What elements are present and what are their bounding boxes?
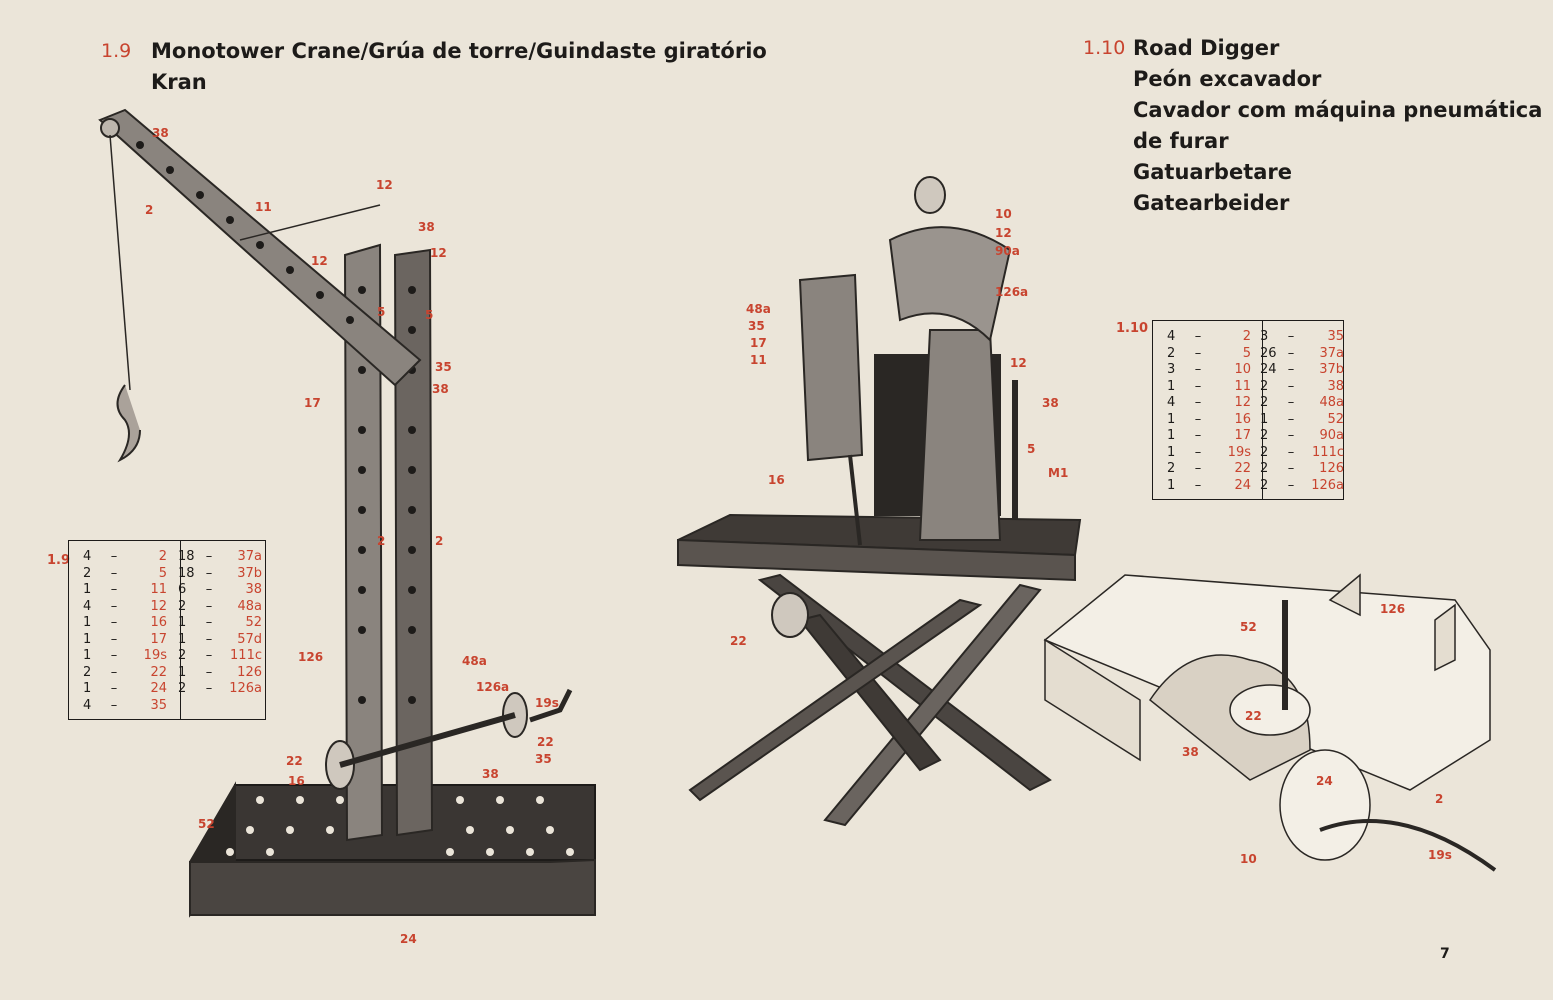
callout: 12 — [1010, 356, 1027, 370]
parts-row — [178, 566, 275, 583]
part-number: 126a — [1311, 477, 1344, 493]
dash: – — [205, 598, 213, 614]
parts-row — [83, 599, 180, 616]
callout: 12 — [430, 246, 447, 260]
callout: 2 — [1435, 792, 1444, 806]
part-quantity: 6 — [178, 582, 187, 597]
dash: – — [1194, 362, 1202, 377]
part-number: 19s — [1227, 444, 1251, 460]
part-quantity: 3 — [1167, 362, 1176, 377]
callout: 22 — [286, 754, 303, 768]
parts-column — [69, 541, 181, 719]
part-number: 57d — [237, 631, 262, 647]
model-1-9-title-line: Monotower Crane/Grúa de torre/Guindaste giratório — [151, 39, 767, 63]
part-quantity: 2 — [1167, 345, 1176, 361]
callout: 126a — [476, 680, 510, 694]
part-number: 19s — [143, 648, 167, 663]
part-quantity: 1 — [83, 681, 92, 696]
callout: 48a — [746, 302, 771, 316]
part-number: 11 — [1234, 378, 1251, 394]
part-quantity: 2 — [1260, 378, 1269, 394]
part-quantity: 2 — [178, 598, 187, 614]
parts-row — [1167, 379, 1262, 396]
model-1-10-title-line: Gatuarbetare — [1133, 160, 1293, 184]
callout: 19s — [535, 696, 559, 710]
part-quantity: 1 — [1167, 477, 1176, 493]
part-quantity: 4 — [83, 549, 92, 564]
parts-row — [83, 566, 180, 583]
part-quantity: 2 — [1260, 461, 1269, 476]
parts-row — [83, 615, 180, 632]
callout: 126 — [1380, 602, 1406, 616]
callout: 10 — [995, 207, 1012, 221]
part-quantity: 4 — [83, 598, 92, 614]
part-quantity: 1 — [83, 648, 92, 663]
callout: 17 — [750, 336, 767, 350]
part-number: 12 — [150, 598, 167, 614]
part-number: 37b — [1319, 362, 1344, 377]
parts-row — [83, 681, 180, 698]
part-number: 111c — [230, 648, 262, 663]
dash: – — [1287, 477, 1295, 493]
parts-row — [1167, 478, 1262, 495]
parts-row — [83, 648, 180, 665]
parts-row — [1167, 461, 1262, 478]
parts-row — [1260, 428, 1353, 445]
dash: – — [110, 615, 118, 630]
part-number: 126 — [1319, 461, 1344, 476]
part-quantity: 2 — [1260, 428, 1269, 443]
dash: – — [1287, 444, 1295, 460]
parts-row — [178, 582, 275, 599]
parts-row — [1260, 461, 1353, 478]
callout: 5 — [377, 305, 386, 319]
dash: – — [205, 565, 213, 581]
callout: 38 — [152, 126, 169, 140]
model-1-10-title-line: Cavador com máquina pneumática — [1133, 98, 1543, 122]
part-quantity: 2 — [83, 664, 92, 680]
parts-row — [178, 648, 275, 665]
part-number: 5 — [1242, 345, 1251, 361]
callout: 38 — [418, 220, 435, 234]
parts-row — [1260, 329, 1353, 346]
dash: – — [1194, 411, 1202, 427]
part-quantity: 1 — [1260, 411, 1269, 427]
callout: 35 — [535, 752, 552, 766]
parts-row — [83, 582, 180, 599]
callout: 12 — [995, 226, 1012, 240]
crane-illustration — [100, 110, 595, 915]
part-quantity: 2 — [1260, 444, 1269, 460]
model-1-9-title-line: Kran — [151, 70, 207, 94]
part-number: 126 — [237, 664, 262, 680]
part-quantity: 2 — [1260, 477, 1269, 493]
model-1-9-title — [101, 36, 767, 98]
part-quantity: 4 — [1167, 395, 1176, 410]
parts-row — [178, 681, 275, 698]
callout: 2 — [435, 534, 444, 548]
part-quantity: 4 — [1167, 329, 1176, 344]
model-1-10-title-line: de furar — [1133, 129, 1229, 153]
part-number: 22 — [150, 664, 167, 680]
parts-table-1-9 — [68, 540, 266, 720]
parts-row — [1167, 362, 1262, 379]
parts-row — [178, 665, 275, 682]
part-number: 35 — [1327, 329, 1344, 344]
part-number: 90a — [1319, 428, 1344, 443]
part-number: 52 — [245, 615, 262, 630]
parts-row — [83, 549, 180, 566]
callout: 12 — [376, 178, 393, 192]
callout: 22 — [730, 634, 747, 648]
parts-row — [178, 599, 275, 616]
dash: – — [110, 565, 118, 581]
part-number: 24 — [150, 681, 167, 696]
dash: – — [1287, 461, 1295, 476]
dash: – — [205, 681, 213, 696]
dash: – — [1194, 461, 1202, 476]
part-quantity: 18 — [178, 549, 195, 564]
dash: – — [1194, 477, 1202, 493]
part-number: 17 — [1234, 428, 1251, 443]
callout: 38 — [1042, 396, 1059, 410]
dash: – — [1194, 345, 1202, 361]
part-number: 16 — [1234, 411, 1251, 427]
parts-row — [1260, 478, 1353, 495]
callout: 24 — [400, 932, 417, 946]
dash: – — [1287, 329, 1295, 344]
part-number: 11 — [150, 582, 167, 597]
dash: – — [110, 664, 118, 680]
parts-row — [83, 632, 180, 649]
callout: 16 — [768, 473, 785, 487]
callout: 35 — [435, 360, 452, 374]
parts-row — [1167, 412, 1262, 429]
part-quantity: 1 — [1167, 444, 1176, 460]
detail-sketch — [1045, 575, 1495, 870]
callout: 24 — [1316, 774, 1333, 788]
part-number: 38 — [1327, 378, 1344, 394]
part-number: 2 — [158, 549, 167, 564]
part-quantity: 2 — [178, 648, 187, 663]
part-number: 48a — [1319, 395, 1344, 410]
callout: 11 — [750, 353, 767, 367]
callout: 126a — [995, 285, 1029, 299]
dash: – — [1287, 378, 1295, 394]
part-quantity: 1 — [178, 631, 187, 647]
model-1-10-title-line: Gatearbeider — [1133, 191, 1290, 215]
dash: – — [1287, 428, 1295, 443]
callout: 22 — [1245, 709, 1262, 723]
part-quantity: 4 — [83, 697, 92, 713]
callout: 5 — [425, 308, 434, 322]
model-1-10-title — [1083, 33, 1543, 219]
parts-row — [1167, 445, 1262, 462]
part-number: 37b — [237, 565, 262, 581]
part-number: 35 — [150, 697, 167, 713]
model-1-10-title-line: Road Digger — [1133, 36, 1280, 60]
callout: 38 — [1182, 745, 1199, 759]
callout: 11 — [255, 200, 272, 214]
part-number: 37a — [1319, 345, 1344, 361]
model-1-10-number: 1.10 — [1083, 37, 1126, 59]
callout: 10 — [1240, 852, 1257, 866]
part-number: 16 — [150, 615, 167, 630]
callout: 48a — [462, 654, 487, 668]
dash: – — [110, 681, 118, 696]
parts-table-1-10-tag: 1.10 — [1116, 321, 1149, 336]
part-number: 2 — [1242, 329, 1251, 344]
part-number: 10 — [1234, 362, 1251, 377]
part-quantity: 1 — [83, 582, 92, 597]
parts-row — [1167, 395, 1262, 412]
part-number: 37a — [237, 549, 262, 564]
dash: – — [1194, 395, 1202, 410]
parts-row — [1167, 346, 1262, 363]
dash: – — [1194, 444, 1202, 460]
callout: 22 — [537, 735, 554, 749]
parts-row — [1167, 329, 1262, 346]
part-number: 48a — [237, 598, 262, 614]
dash: – — [110, 598, 118, 614]
part-quantity: 1 — [83, 615, 92, 630]
dash: – — [1194, 428, 1202, 443]
part-quantity: 2 — [1260, 395, 1269, 410]
part-quantity: 18 — [178, 565, 195, 581]
parts-row — [1167, 428, 1262, 445]
dash: – — [205, 582, 213, 597]
part-quantity: 1 — [178, 615, 187, 630]
parts-row — [178, 615, 275, 632]
parts-row — [1260, 379, 1353, 396]
dash: – — [110, 549, 118, 564]
callout: 2 — [377, 534, 386, 548]
dash: – — [110, 631, 118, 647]
callout: 16 — [288, 774, 305, 788]
dash: – — [1287, 345, 1295, 361]
model-1-9-number: 1.9 — [101, 40, 132, 62]
model-1-10-title-line: Peón excavador — [1133, 67, 1322, 91]
callout: 52 — [198, 817, 215, 831]
parts-column — [1250, 321, 1353, 499]
dash: – — [1287, 395, 1295, 410]
dash: – — [205, 549, 213, 564]
part-quantity: 2 — [178, 681, 187, 696]
callout: 35 — [748, 319, 765, 333]
callout: 2 — [145, 203, 154, 217]
callout: 12 — [311, 254, 328, 268]
dash: – — [1194, 378, 1202, 394]
part-number: 126a — [229, 681, 262, 696]
parts-table-1-9-tag: 1.9 — [47, 553, 71, 568]
dash: – — [205, 615, 213, 630]
part-number: 5 — [158, 565, 167, 581]
dash: – — [110, 697, 118, 713]
parts-row — [1260, 445, 1353, 462]
part-quantity: 2 — [83, 565, 92, 581]
callout: 52 — [1240, 620, 1257, 634]
parts-row — [1260, 362, 1353, 379]
dash: – — [110, 582, 118, 597]
parts-row — [1260, 395, 1353, 412]
part-quantity: 3 — [1260, 329, 1269, 344]
part-number: 52 — [1327, 411, 1344, 427]
callout: 19s — [1428, 848, 1452, 862]
part-number: 12 — [1234, 395, 1251, 410]
part-quantity: 1 — [1167, 378, 1176, 394]
page-number: 7 — [1440, 946, 1450, 962]
road-digger-illustration — [678, 177, 1080, 825]
callout: 90a — [995, 244, 1020, 258]
part-number: 111c — [1312, 444, 1344, 460]
dash: – — [205, 631, 213, 647]
parts-row — [83, 665, 180, 682]
parts-table-1-10 — [1152, 320, 1344, 500]
part-number: 17 — [150, 631, 167, 647]
dash: – — [205, 648, 213, 663]
part-quantity: 1 — [1167, 411, 1176, 427]
dash: – — [1287, 411, 1295, 427]
parts-column — [1153, 321, 1263, 499]
dash: – — [1287, 362, 1295, 377]
parts-row — [178, 549, 275, 566]
part-quantity: 1 — [1167, 428, 1176, 443]
parts-row — [1260, 412, 1353, 429]
parts-row — [178, 632, 275, 649]
part-number: 22 — [1234, 461, 1251, 476]
part-number: 38 — [245, 582, 262, 597]
dash: – — [1194, 329, 1202, 344]
dash: – — [205, 664, 213, 680]
part-quantity: 1 — [178, 664, 187, 680]
parts-row — [83, 698, 180, 715]
callout: 5 — [1027, 442, 1036, 456]
part-number: 24 — [1234, 477, 1251, 493]
part-quantity: 2 — [1167, 461, 1176, 476]
callout: 17 — [304, 396, 321, 410]
part-quantity: 24 — [1260, 362, 1277, 377]
dash: – — [110, 648, 118, 663]
parts-row — [1260, 346, 1353, 363]
part-quantity: 26 — [1260, 345, 1277, 361]
part-quantity: 1 — [83, 631, 92, 647]
callout: M1 — [1048, 466, 1069, 480]
callout: 126 — [298, 650, 324, 664]
callout: 38 — [432, 382, 449, 396]
parts-column — [168, 541, 275, 719]
callout: 38 — [482, 767, 499, 781]
